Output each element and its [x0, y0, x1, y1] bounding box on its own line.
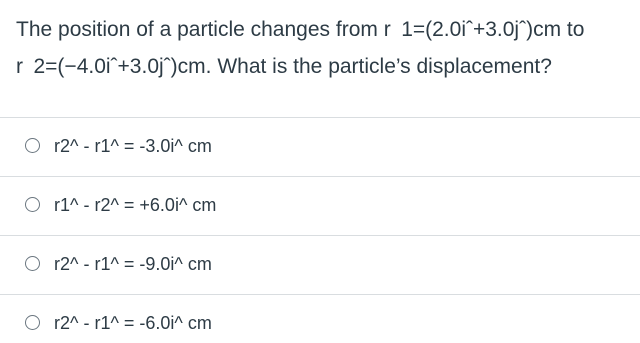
answer-option-a[interactable]	[0, 117, 640, 176]
question-line-1: The position of a particle changes from r 1=(2.0iˆ+3.0jˆ)cm to	[16, 18, 585, 41]
radio-unselected-icon[interactable]	[25, 256, 40, 271]
answer-option-d[interactable]	[0, 294, 640, 343]
question-text	[16, 11, 640, 85]
answer-option-c[interactable]	[0, 235, 640, 294]
answer-label[interactable]: r1^ - r2^ = +6.0i^ cm	[54, 195, 217, 215]
question-line-2: r 2=(−4.0iˆ+3.0jˆ)cm. What is the particle’s displacement?	[16, 55, 552, 78]
radio-unselected-icon[interactable]	[25, 197, 40, 212]
answer-list	[0, 117, 640, 343]
radio-unselected-icon[interactable]	[25, 138, 40, 153]
answer-option-b[interactable]	[0, 176, 640, 235]
radio-unselected-icon[interactable]	[25, 315, 40, 330]
answer-label[interactable]: r2^ - r1^ = -9.0i^ cm	[54, 254, 212, 274]
answer-label[interactable]: r2^ - r1^ = -3.0i^ cm	[54, 136, 212, 156]
answer-label[interactable]: r2^ - r1^ = -6.0i^ cm	[54, 313, 212, 333]
